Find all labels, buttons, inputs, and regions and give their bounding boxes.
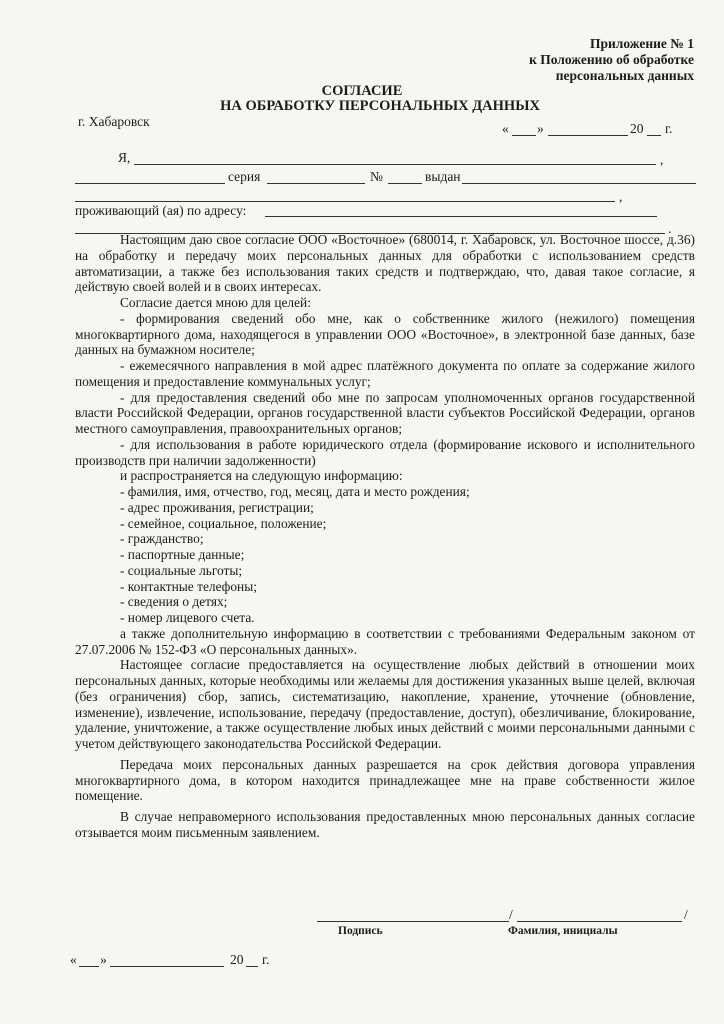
issued-by-field[interactable] [462, 183, 696, 184]
purpose-1: - формирования сведений обо мне, как о собственнике жилого (нежилого) помещения многоквартирного дома, находящегося в управлении ООО «Восточное», в электронной базе данных, базе данных на бумажном носителе; [75, 310, 695, 358]
paragraph-additional: а также дополнительную информацию в соответствии с требованиями Федеральным законом от 27.07.2006 № 152-ФЗ «О персональных данных». [75, 625, 695, 657]
footer-day-blank[interactable] [79, 966, 99, 967]
day-blank[interactable] [512, 135, 536, 136]
year-suffix: г. [665, 121, 673, 136]
consent-body [75, 232, 695, 841]
purpose-4: - для использования в работе юридического отдела (формирование искового и исполнительного производств при наличии задолженности) [75, 436, 695, 468]
ya-label: Я, [118, 150, 131, 165]
series-field[interactable] [267, 183, 365, 184]
paragraph-info: и распространяется на следующую информацию: [120, 468, 403, 484]
info-item: - социальные льготы; [120, 562, 243, 578]
appendix-header [529, 36, 694, 84]
info-item: - контактные телефоны; [120, 578, 257, 594]
footer-date-close-quote: » [100, 952, 107, 967]
city: г. Хабаровск [78, 114, 150, 129]
appendix-line-2: к Положению об обработке [529, 52, 694, 67]
info-item: - фамилия, имя, отчество, год, месяц, дата и место рождения; [120, 484, 470, 499]
appendix-line-3: персональных данных [555, 68, 694, 83]
paragraph-purposes: Согласие дается мною для целей: [120, 295, 311, 310]
info-item: - сведения о детях; [120, 594, 228, 610]
address-field[interactable] [265, 216, 657, 217]
paragraph-consent: Настоящим даю свое согласие ООО «Восточное» (680014, г. Хабаровск, ул. Восточное шоссе, д.36) на обработку и передачу моих персональных данных для обработки с использованием средств автоматизации, а также без использования таких средств и подтверждаю, что, давая такое согласие, я действую своей волей и в своих интересах. [75, 232, 695, 295]
purpose-3: - для предоставления сведений обо мне по запросам уполномоченных органов государственной власти Российской Федерации, органов государственной власти субъектов Российской Федерации, органов местного самоуправления, правоохранительных органов; [75, 389, 695, 436]
appendix-line-1: Приложение № 1 [590, 36, 694, 51]
document-subtitle: НА ОБРАБОТКУ ПЕРСОНАЛЬНЫХ ДАННЫХ [220, 98, 540, 114]
number-label: № [370, 169, 383, 184]
year-prefix: 20 [630, 121, 644, 136]
footer-year-suffix: г. [262, 952, 270, 967]
date-open-quote: « [502, 121, 509, 136]
issued-by-continuation-field[interactable] [75, 201, 615, 202]
period: . [668, 221, 672, 236]
purpose-2: - ежемесячного направления в мой адрес платёжного документа по оплате за содержание жилого помещения и предоставление коммунальных услуг; [75, 358, 695, 389]
paragraph-term: Передача моих персональных данных разрешается на срок действия договора управления многоквартирного дома, в котором находится принадлежащее мне на праве собственности жилое помещение. [75, 756, 695, 804]
info-item: - семейное, социальное, положение; [120, 515, 327, 531]
paragraph-actions: Настоящее согласие предоставляется на осуществление любых действий в отношении моих персональных данных, которые необходимы или желаемы для достижения указанных выше целей, включая (без ограничения) сбор, запись, систематизацию, накопление, хранение, уточнение (обновление, изменение), извлечение, использование, передачу (предоставление, доступ), обезличивание, блокирование, удаление, уничтожение, а также осуществление любых иных действий с моими персональными данными с учетом действующего законодательства Российской Федерации. [75, 657, 695, 751]
signature-slash-2: / [684, 907, 688, 922]
info-item: - паспортные данные; [120, 547, 245, 562]
footer-year-prefix: 20 [230, 952, 244, 967]
number-field[interactable] [388, 183, 422, 184]
date-close-quote: » [537, 121, 544, 136]
signature-label: Подпись [338, 925, 383, 937]
document-title: СОГЛАСИЕ [321, 83, 403, 99]
year-blank[interactable] [647, 135, 661, 136]
comma-1: , [660, 152, 664, 167]
passport-type-field[interactable] [75, 183, 225, 184]
name-initials-label: Фамилия, инициалы [508, 925, 618, 937]
month-blank[interactable] [548, 135, 628, 136]
footer-month-blank[interactable] [110, 966, 224, 967]
footer-year-blank[interactable] [246, 966, 258, 967]
footer-date-open-quote: « [70, 952, 77, 967]
name-initials-field[interactable] [517, 921, 682, 922]
info-item: - гражданство; [120, 531, 204, 547]
issued-label: выдан [425, 169, 461, 184]
paragraph-revocation: В случае неправомерного использования предоставленных мною персональных данных согласие отзывается моим письменным заявлением. [75, 809, 695, 840]
full-name-field[interactable] [134, 164, 656, 165]
address-label: проживающий (ая) по адресу: [75, 203, 247, 218]
info-item: - адрес проживания, регистрации; [120, 499, 314, 515]
series-label: серия [228, 169, 261, 184]
comma-2: , [619, 189, 623, 204]
signature-slash-1: / [509, 907, 513, 922]
info-item: - номер лицевого счета. [120, 610, 255, 625]
signature-field[interactable] [317, 921, 509, 922]
